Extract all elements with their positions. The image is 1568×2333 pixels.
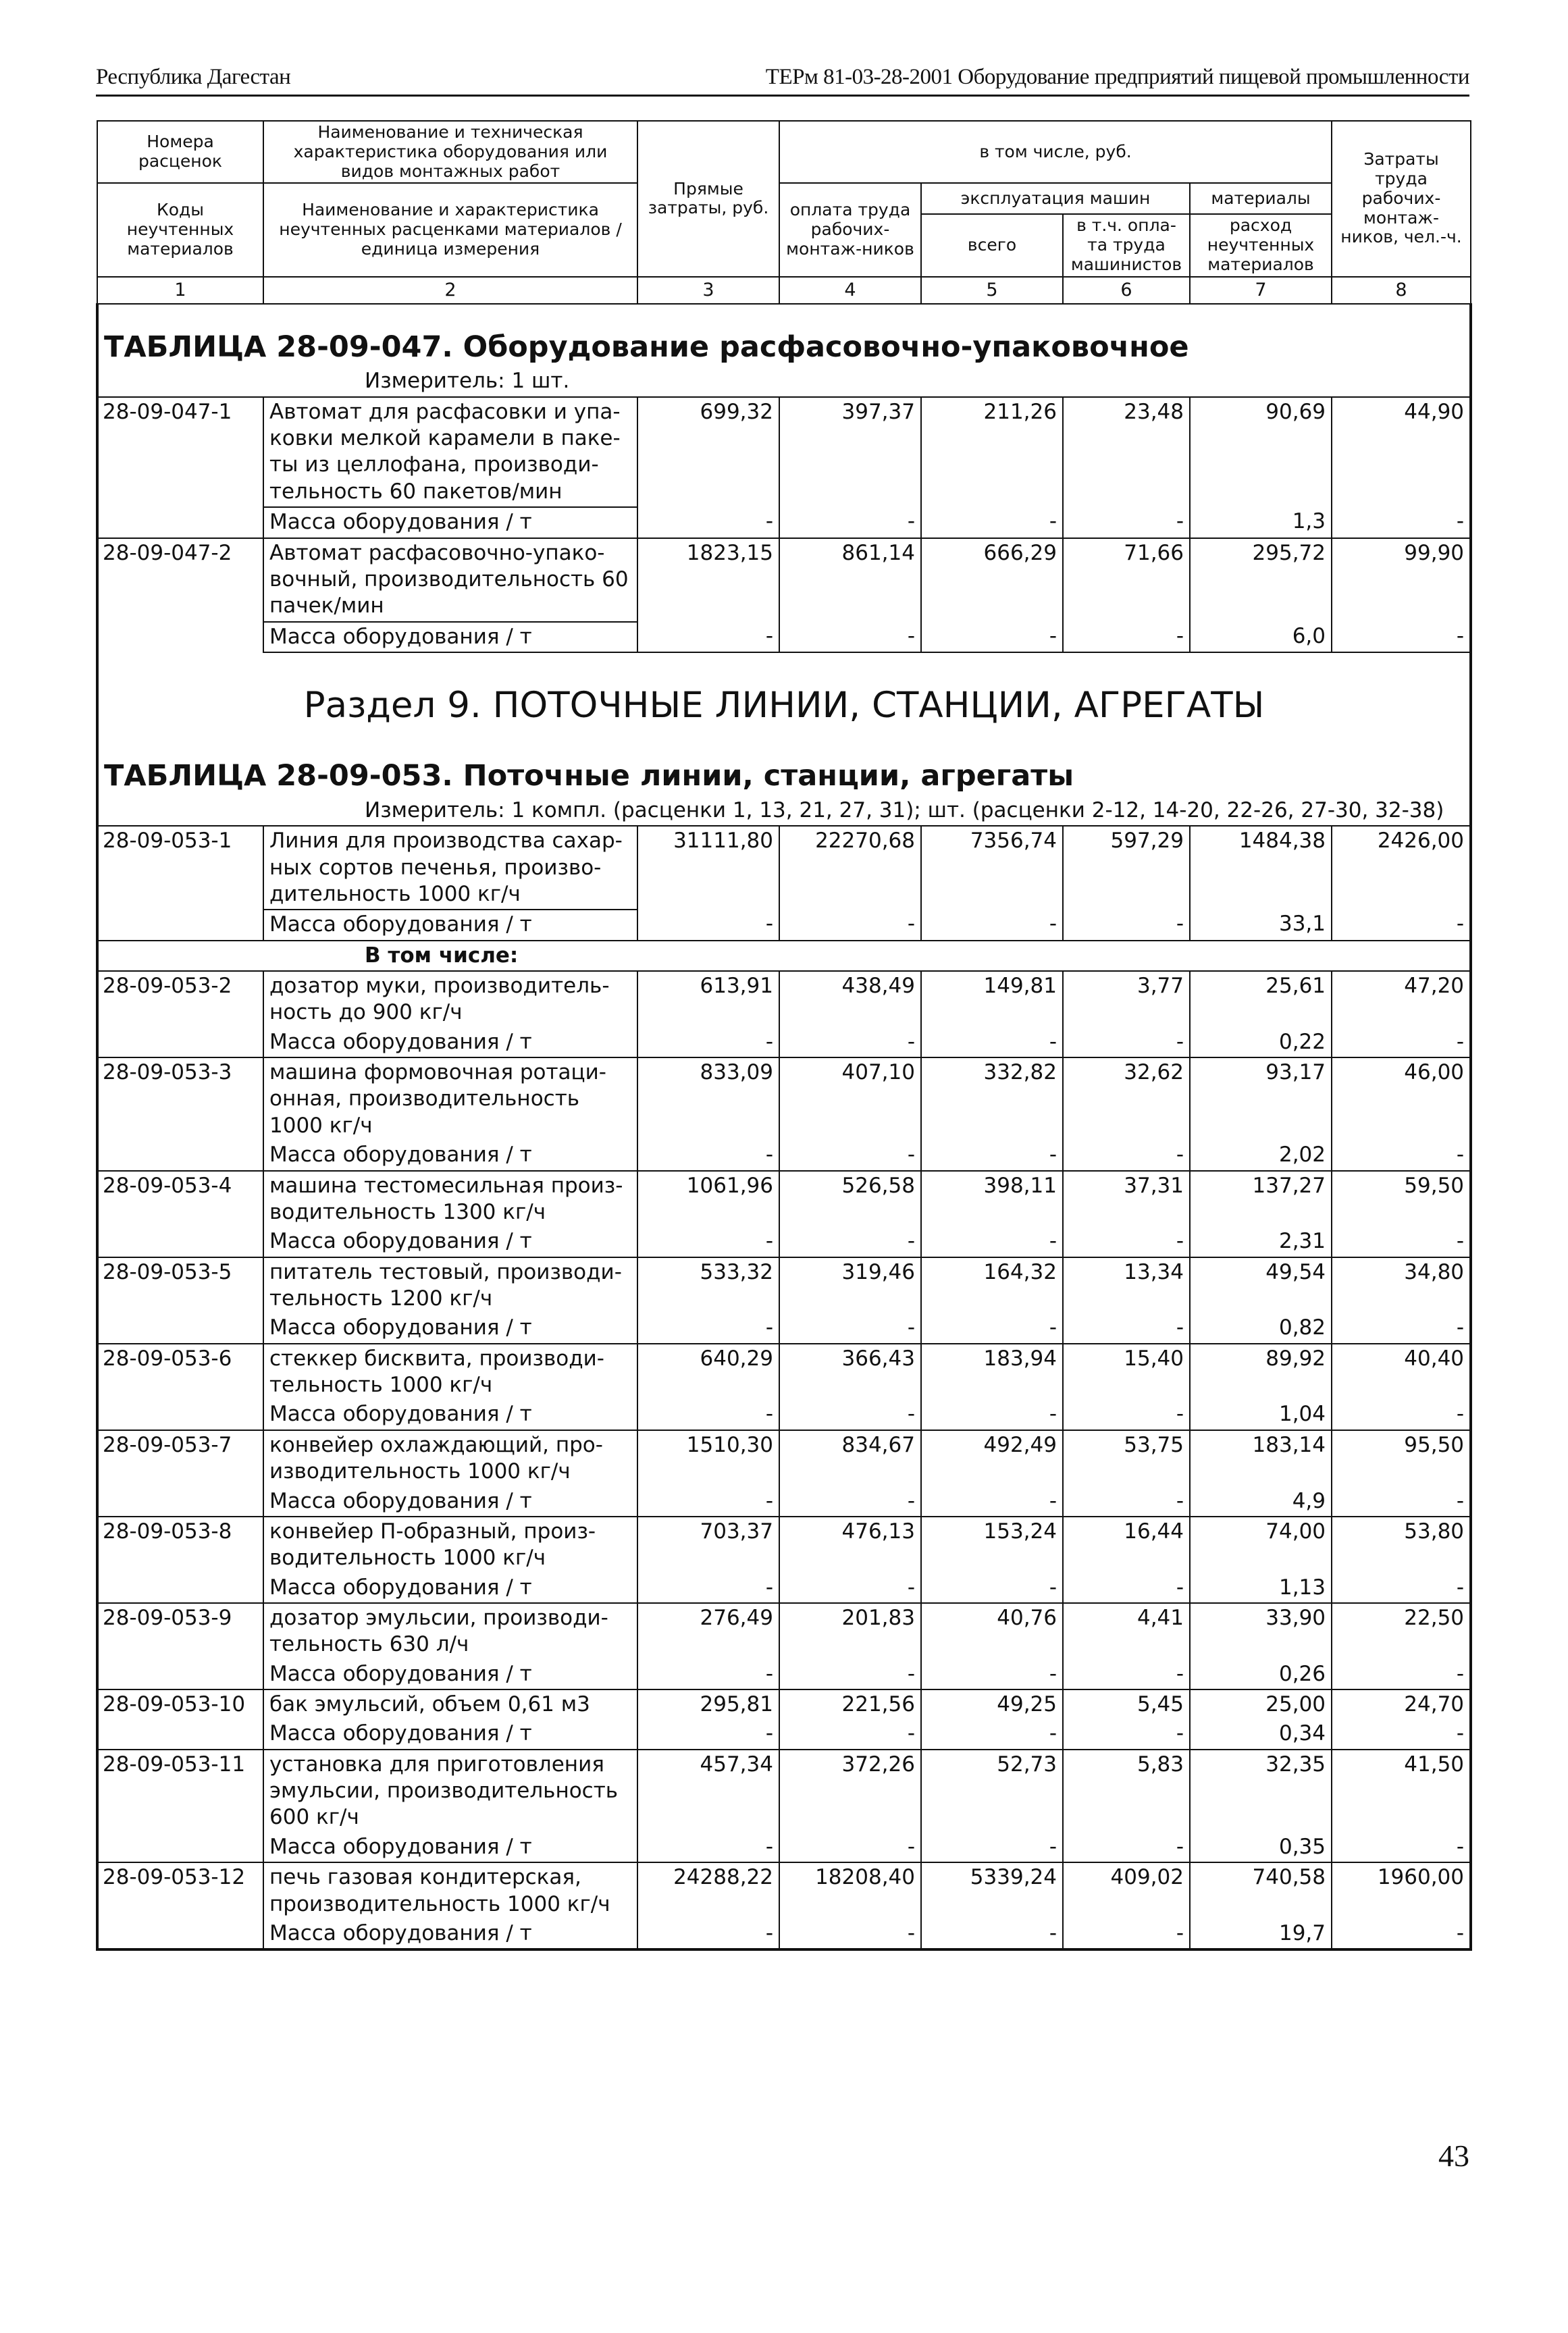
mass-label: Масса оборудования / т (263, 910, 637, 940)
mass-machines-total-value: - (921, 1833, 1063, 1862)
column-number-row (97, 277, 1471, 304)
mass-materials-value: 4,9 (1190, 1487, 1332, 1517)
labor-value: 22,50 (1332, 1603, 1471, 1660)
header-document-title: ТЕРм 81-03-28-2001 Оборудование предприятий пищевой промышленности (765, 65, 1469, 89)
mass-machines-total-value: - (921, 1227, 1063, 1257)
rate-code: 28-09-053-11 (97, 1750, 263, 1862)
labor-value: 1960,00 (1332, 1862, 1471, 1919)
col-name-materials: Наименование и характеристика неучтенных расценками материалов / единица измерения (263, 183, 637, 276)
mass-wages-value: - (779, 1141, 921, 1170)
labor-value: 53,80 (1332, 1517, 1471, 1573)
wages-value: 18208,40 (779, 1862, 921, 1919)
rate-row (97, 1171, 1471, 1228)
mass-machines-total-value: - (921, 507, 1063, 538)
col-labor-costs: Затраты труда рабочих-монтаж-ников, чел.-ч. (1332, 121, 1471, 277)
materials-value: 90,69 (1190, 397, 1332, 507)
section-title: Раздел 9. ПОТОЧНЫЕ ЛИНИИ, СТАНЦИИ, АГРЕГАТЫ (97, 652, 1471, 733)
mass-labor-value: - (1332, 1313, 1471, 1343)
mass-materials-value: 2,02 (1190, 1141, 1332, 1170)
mass-wages-value: - (779, 1719, 921, 1749)
rate-code: 28-09-053-5 (97, 1257, 263, 1344)
mass-materials-value: 0,26 (1190, 1660, 1332, 1689)
mass-labor-value: - (1332, 1660, 1471, 1689)
rate-row (97, 1689, 1471, 1719)
column-number: 4 (779, 277, 921, 304)
mass-labor-value: - (1332, 1028, 1471, 1057)
mass-machines-total-value: - (921, 1400, 1063, 1430)
direct-costs-value: 1061,96 (637, 1171, 779, 1228)
direct-costs-value: 31111,80 (637, 826, 779, 910)
mass-machinist-wages-value: - (1063, 1227, 1190, 1257)
mass-row (97, 1660, 1471, 1689)
labor-value: 95,50 (1332, 1430, 1471, 1487)
mass-machinist-wages-value: - (1063, 1487, 1190, 1517)
mass-materials-value: 0,35 (1190, 1833, 1332, 1862)
column-header-row-1 (97, 121, 1471, 183)
direct-costs-value: 1823,15 (637, 538, 779, 622)
col-materials: материалы (1190, 183, 1332, 214)
rate-code: 28-09-047-1 (97, 397, 263, 538)
wages-value: 201,83 (779, 1603, 921, 1660)
materials-value: 137,27 (1190, 1171, 1332, 1228)
direct-costs-value: 276,49 (637, 1603, 779, 1660)
table-title: ТАБЛИЦА 28-09-047. Оборудование расфасовочно-упаковочное (97, 304, 1471, 367)
table-title-row (97, 304, 1471, 367)
mass-machinist-wages-value: - (1063, 1028, 1190, 1057)
wages-value: 526,58 (779, 1171, 921, 1228)
rate-name: конвейер охлаждающий, про-изводительность 1000 кг/ч (263, 1430, 637, 1487)
mass-labor-value: - (1332, 1141, 1471, 1170)
mass-label: Масса оборудования / т (263, 1833, 637, 1862)
rate-code: 28-09-053-4 (97, 1171, 263, 1257)
rate-row (97, 1344, 1471, 1400)
mass-labor-value: - (1332, 1573, 1471, 1603)
mass-direct-costs-value: - (637, 1141, 779, 1170)
mass-row (97, 1487, 1471, 1517)
col-rate-numbers: Номера расценок (97, 121, 263, 183)
mass-row (97, 1141, 1471, 1170)
mass-label: Масса оборудования / т (263, 1227, 637, 1257)
machines-total-value: 332,82 (921, 1057, 1063, 1141)
mass-row (97, 1400, 1471, 1430)
rate-code: 28-09-053-10 (97, 1689, 263, 1750)
machines-total-value: 164,32 (921, 1257, 1063, 1314)
mass-label: Масса оборудования / т (263, 622, 637, 652)
mass-direct-costs-value: - (637, 1487, 779, 1517)
rate-name: питатель тестовый, производи-тельность 1200 кг/ч (263, 1257, 637, 1314)
direct-costs-value: 640,29 (637, 1344, 779, 1400)
machines-total-value: 52,73 (921, 1750, 1063, 1833)
rate-name: Автомат для расфасовки и упа-ковки мелкой карамели в паке-ты из целлофана, производи-тельность 60 пакетов/мин (263, 397, 637, 507)
col-name-equipment: Наименование и техническая характеристика оборудования или видов монтажных работ (263, 121, 637, 183)
mass-wages-value: - (779, 1227, 921, 1257)
machines-total-value: 183,94 (921, 1344, 1063, 1400)
mass-machinist-wages-value: - (1063, 1141, 1190, 1170)
machinist-wages-value: 13,34 (1063, 1257, 1190, 1314)
rate-code: 28-09-053-6 (97, 1344, 263, 1430)
mass-label: Масса оборудования / т (263, 1028, 637, 1057)
mass-machinist-wages-value: - (1063, 1919, 1190, 1949)
labor-value: 24,70 (1332, 1689, 1471, 1719)
wages-value: 372,26 (779, 1750, 921, 1833)
rate-code: 28-09-053-2 (97, 971, 263, 1057)
header-region: Республика Дагестан (96, 65, 291, 89)
materials-value: 295,72 (1190, 538, 1332, 622)
including-heading-row (97, 941, 1471, 971)
mass-labor-value: - (1332, 1719, 1471, 1749)
rate-code: 28-09-047-2 (97, 538, 263, 652)
wages-value: 476,13 (779, 1517, 921, 1573)
machines-total-value: 492,49 (921, 1430, 1063, 1487)
mass-row (97, 1313, 1471, 1343)
direct-costs-value: 703,37 (637, 1517, 779, 1573)
rate-code: 28-09-053-7 (97, 1430, 263, 1517)
including-heading: В том числе: (97, 941, 1471, 971)
col-direct-costs: Прямые затраты, руб. (637, 121, 779, 277)
mass-wages-value: - (779, 1028, 921, 1057)
mass-machinist-wages-value: - (1063, 1400, 1190, 1430)
labor-value: 46,00 (1332, 1057, 1471, 1141)
materials-value: 32,35 (1190, 1750, 1332, 1833)
labor-value: 40,40 (1332, 1344, 1471, 1400)
table-meter-row (97, 367, 1471, 396)
mass-direct-costs-value: - (637, 1660, 779, 1689)
column-number: 2 (263, 277, 637, 304)
mass-labor-value: - (1332, 1487, 1471, 1517)
column-number: 5 (921, 277, 1063, 304)
rate-row (97, 1430, 1471, 1487)
mass-materials-value: 19,7 (1190, 1919, 1332, 1949)
mass-materials-value: 2,31 (1190, 1227, 1332, 1257)
labor-value: 41,50 (1332, 1750, 1471, 1833)
mass-label: Масса оборудования / т (263, 1573, 637, 1603)
rates-table (96, 120, 1472, 1951)
mass-row (97, 1573, 1471, 1603)
mass-label: Масса оборудования / т (263, 1487, 637, 1517)
wages-value: 407,10 (779, 1057, 921, 1141)
mass-machinist-wages-value: - (1063, 1660, 1190, 1689)
labor-value: 59,50 (1332, 1171, 1471, 1228)
mass-label: Масса оборудования / т (263, 1141, 637, 1170)
mass-materials-value: 0,34 (1190, 1719, 1332, 1749)
rate-row (97, 1603, 1471, 1660)
mass-machines-total-value: - (921, 1313, 1063, 1343)
rate-row (97, 1257, 1471, 1314)
rate-name: бак эмульсий, объем 0,61 м3 (263, 1689, 637, 1719)
mass-row (97, 1833, 1471, 1862)
machinist-wages-value: 32,62 (1063, 1057, 1190, 1141)
machinist-wages-value: 71,66 (1063, 538, 1190, 622)
mass-machines-total-value: - (921, 1719, 1063, 1749)
mass-materials-value: 1,04 (1190, 1400, 1332, 1430)
column-header-row-2 (97, 183, 1471, 214)
mass-label: Масса оборудования / т (263, 1660, 637, 1689)
mass-row (97, 1028, 1471, 1057)
mass-labor-value: - (1332, 1919, 1471, 1949)
mass-direct-costs-value: - (637, 1400, 779, 1430)
mass-materials-value: 0,82 (1190, 1313, 1332, 1343)
mass-materials-value: 1,3 (1190, 507, 1332, 538)
page-number: 43 (1438, 2139, 1469, 2173)
machines-total-value: 49,25 (921, 1689, 1063, 1719)
direct-costs-value: 457,34 (637, 1750, 779, 1833)
mass-row (97, 1227, 1471, 1257)
mass-row (97, 507, 1471, 538)
rate-code: 28-09-053-8 (97, 1517, 263, 1603)
mass-materials-value: 6,0 (1190, 622, 1332, 652)
mass-wages-value: - (779, 1487, 921, 1517)
mass-wages-value: - (779, 1660, 921, 1689)
rate-name: Линия для производства сахар-ных сортов печенья, произво-дительность 1000 кг/ч (263, 826, 637, 910)
mass-direct-costs-value: - (637, 507, 779, 538)
mass-label: Масса оборудования / т (263, 1313, 637, 1343)
rate-name: машина тестомесильная произ-водительность 1300 кг/ч (263, 1171, 637, 1228)
mass-wages-value: - (779, 1573, 921, 1603)
labor-value: 2426,00 (1332, 826, 1471, 910)
mass-direct-costs-value: - (637, 910, 779, 940)
wages-value: 834,67 (779, 1430, 921, 1487)
rate-name: дозатор эмульсии, производи-тельность 630 л/ч (263, 1603, 637, 1660)
rate-name: конвейер П-образный, произ-водительность 1000 кг/ч (263, 1517, 637, 1573)
mass-machines-total-value: - (921, 1028, 1063, 1057)
table-meter: Измеритель: 1 компл. (расценки 1, 13, 21, 27, 31); шт. (расценки 2-12, 14-20, 22-26, 27-30, 32-38) (97, 796, 1471, 826)
labor-value: 44,90 (1332, 397, 1471, 507)
rate-name: Автомат расфасовочно-упако-вочный, производительность 60 пачек/мин (263, 538, 637, 622)
mass-label: Масса оборудования / т (263, 1919, 637, 1949)
mass-label: Масса оборудования / т (263, 507, 637, 538)
col-wages: оплата труда рабочих-монтаж-ников (779, 183, 921, 276)
labor-value: 47,20 (1332, 971, 1471, 1028)
mass-direct-costs-value: - (637, 1719, 779, 1749)
rate-row (97, 1517, 1471, 1573)
wages-value: 319,46 (779, 1257, 921, 1314)
wages-value: 22270,68 (779, 826, 921, 910)
rate-code: 28-09-053-9 (97, 1603, 263, 1689)
mass-machinist-wages-value: - (1063, 910, 1190, 940)
materials-value: 93,17 (1190, 1057, 1332, 1141)
machinist-wages-value: 409,02 (1063, 1862, 1190, 1919)
mass-direct-costs-value: - (637, 1919, 779, 1949)
materials-value: 1484,38 (1190, 826, 1332, 910)
mass-row (97, 1919, 1471, 1949)
direct-costs-value: 295,81 (637, 1689, 779, 1719)
column-number: 8 (1332, 277, 1471, 304)
col-including-group: в том числе, руб. (779, 121, 1332, 183)
direct-costs-value: 699,32 (637, 397, 779, 507)
column-number: 6 (1063, 277, 1190, 304)
machinist-wages-value: 15,40 (1063, 1344, 1190, 1400)
materials-value: 74,00 (1190, 1517, 1332, 1573)
mass-row (97, 910, 1471, 940)
rate-code: 28-09-053-3 (97, 1057, 263, 1170)
materials-value: 183,14 (1190, 1430, 1332, 1487)
column-number: 1 (97, 277, 263, 304)
mass-machines-total-value: - (921, 1660, 1063, 1689)
rate-row (97, 1862, 1471, 1919)
machinist-wages-value: 53,75 (1063, 1430, 1190, 1487)
rate-row (97, 1057, 1471, 1141)
machines-total-value: 211,26 (921, 397, 1063, 507)
table-title: ТАБЛИЦА 28-09-053. Поточные линии, станции, агрегаты (97, 733, 1471, 796)
column-number: 3 (637, 277, 779, 304)
materials-value: 25,61 (1190, 971, 1332, 1028)
header-rule (96, 95, 1469, 97)
mass-direct-costs-value: - (637, 1833, 779, 1862)
rate-name: стеккер бисквита, производи-тельность 1000 кг/ч (263, 1344, 637, 1400)
rate-name: печь газовая кондитерская, производительность 1000 кг/ч (263, 1862, 637, 1919)
rate-row (97, 971, 1471, 1028)
section-title-row (97, 652, 1471, 733)
mass-machines-total-value: - (921, 622, 1063, 652)
mass-row (97, 1719, 1471, 1749)
machinist-wages-value: 16,44 (1063, 1517, 1190, 1573)
direct-costs-value: 1510,30 (637, 1430, 779, 1487)
materials-value: 89,92 (1190, 1344, 1332, 1400)
rate-code: 28-09-053-1 (97, 826, 263, 940)
mass-machines-total-value: - (921, 1487, 1063, 1517)
direct-costs-value: 613,91 (637, 971, 779, 1028)
wages-value: 221,56 (779, 1689, 921, 1719)
rate-row (97, 1750, 1471, 1833)
mass-labor-value: - (1332, 1833, 1471, 1862)
mass-label: Масса оборудования / т (263, 1400, 637, 1430)
mass-wages-value: - (779, 1400, 921, 1430)
wages-value: 366,43 (779, 1344, 921, 1400)
machines-total-value: 149,81 (921, 971, 1063, 1028)
rate-row (97, 826, 1471, 910)
mass-label: Масса оборудования / т (263, 1719, 637, 1749)
machinist-wages-value: 4,41 (1063, 1603, 1190, 1660)
mass-materials-value: 0,22 (1190, 1028, 1332, 1057)
mass-labor-value: - (1332, 910, 1471, 940)
mass-labor-value: - (1332, 622, 1471, 652)
rate-name: машина формовочная ротаци-онная, производительность 1000 кг/ч (263, 1057, 637, 1141)
col-machines-total: всего (921, 214, 1063, 276)
mass-labor-value: - (1332, 507, 1471, 538)
machinist-wages-value: 23,48 (1063, 397, 1190, 507)
mass-wages-value: - (779, 1313, 921, 1343)
machinist-wages-value: 37,31 (1063, 1171, 1190, 1228)
rate-name: дозатор муки, производитель-ность до 900 кг/ч (263, 971, 637, 1028)
mass-materials-value: 1,13 (1190, 1573, 1332, 1603)
labor-value: 99,90 (1332, 538, 1471, 622)
mass-labor-value: - (1332, 1400, 1471, 1430)
mass-wages-value: - (779, 622, 921, 652)
rate-name: установка для приготовления эмульсии, производительность 600 кг/ч (263, 1750, 637, 1833)
machinist-wages-value: 5,45 (1063, 1689, 1190, 1719)
col-machine-exploitation: эксплуатация машин (921, 183, 1190, 214)
mass-machinist-wages-value: - (1063, 1719, 1190, 1749)
mass-wages-value: - (779, 1833, 921, 1862)
mass-direct-costs-value: - (637, 1573, 779, 1603)
materials-value: 33,90 (1190, 1603, 1332, 1660)
machines-total-value: 153,24 (921, 1517, 1063, 1573)
mass-direct-costs-value: - (637, 1227, 779, 1257)
table-meter: Измеритель: 1 шт. (97, 367, 1471, 396)
table-meter-row (97, 796, 1471, 826)
machinist-wages-value: 3,77 (1063, 971, 1190, 1028)
direct-costs-value: 833,09 (637, 1057, 779, 1141)
mass-direct-costs-value: - (637, 1313, 779, 1343)
materials-value: 25,00 (1190, 1689, 1332, 1719)
mass-machines-total-value: - (921, 910, 1063, 940)
machines-total-value: 40,76 (921, 1603, 1063, 1660)
mass-machinist-wages-value: - (1063, 1573, 1190, 1603)
mass-machines-total-value: - (921, 1919, 1063, 1949)
machines-total-value: 7356,74 (921, 826, 1063, 910)
mass-machines-total-value: - (921, 1141, 1063, 1170)
mass-direct-costs-value: - (637, 1028, 779, 1057)
col-machinist-wages: в т.ч. опла-та труда машинистов (1063, 214, 1190, 276)
wages-value: 438,49 (779, 971, 921, 1028)
mass-direct-costs-value: - (637, 622, 779, 652)
labor-value: 34,80 (1332, 1257, 1471, 1314)
machinist-wages-value: 5,83 (1063, 1750, 1190, 1833)
mass-machinist-wages-value: - (1063, 1833, 1190, 1862)
column-number: 7 (1190, 277, 1332, 304)
direct-costs-value: 24288,22 (637, 1862, 779, 1919)
mass-machinist-wages-value: - (1063, 507, 1190, 538)
mass-machinist-wages-value: - (1063, 622, 1190, 652)
col-materials-consumption: расход неучтенных материалов (1190, 214, 1332, 276)
col-material-codes: Коды неучтенных материалов (97, 183, 263, 276)
machines-total-value: 398,11 (921, 1171, 1063, 1228)
mass-materials-value: 33,1 (1190, 910, 1332, 940)
materials-value: 49,54 (1190, 1257, 1332, 1314)
mass-machines-total-value: - (921, 1573, 1063, 1603)
rate-row (97, 538, 1471, 622)
rate-row (97, 397, 1471, 507)
machines-total-value: 666,29 (921, 538, 1063, 622)
mass-machinist-wages-value: - (1063, 1313, 1190, 1343)
machinist-wages-value: 597,29 (1063, 826, 1190, 910)
wages-value: 397,37 (779, 397, 921, 507)
mass-wages-value: - (779, 1919, 921, 1949)
mass-labor-value: - (1332, 1227, 1471, 1257)
machines-total-value: 5339,24 (921, 1862, 1063, 1919)
rate-code: 28-09-053-12 (97, 1862, 263, 1949)
mass-wages-value: - (779, 507, 921, 538)
mass-row (97, 622, 1471, 652)
mass-wages-value: - (779, 910, 921, 940)
direct-costs-value: 533,32 (637, 1257, 779, 1314)
table-title-row (97, 733, 1471, 796)
materials-value: 740,58 (1190, 1862, 1332, 1919)
wages-value: 861,14 (779, 538, 921, 622)
